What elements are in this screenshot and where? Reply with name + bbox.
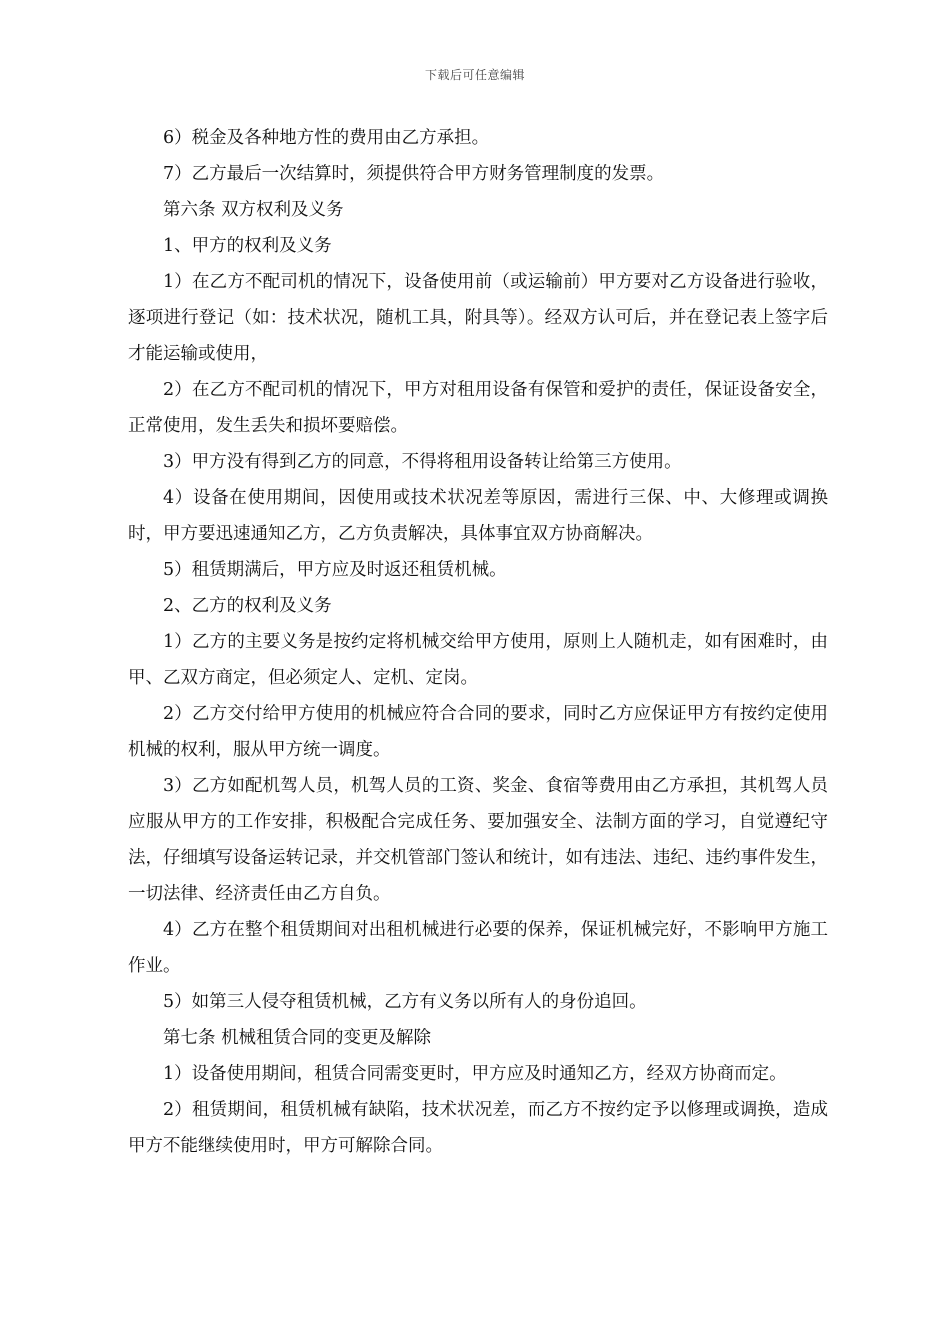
paragraph: 4）乙方在整个租赁期间对出租机械进行必要的保养，保证机械完好，不影响甲方施工作业。	[128, 920, 828, 976]
paragraph: 5）租赁期满后，甲方应及时返还租赁机械。	[163, 560, 507, 580]
subsection-heading: 2、乙方的权利及义务	[163, 596, 332, 616]
paragraph: 5）如第三人侵夺租赁机械，乙方有义务以所有人的身份追回。	[163, 992, 647, 1012]
page-header-note: 下载后可任意编辑	[424, 68, 525, 82]
paragraph: 3）乙方如配机驾人员，机驾人员的工资、奖金、食宿等费用由乙方承担，其机驾人员应服从甲方的工作安排，积极配合完成任务、要加强安全、法制方面的学习，自觉遵纪守法，仔细填写设备运转记录，并交机管部门签认和统计，如有违法、违纪、违约事件发生，一切法律、经济责任由乙方自负。	[128, 776, 828, 904]
paragraph: 2）在乙方不配司机的情况下，甲方对租用设备有保管和爱护的责任，保证设备安全，正常使用，发生丢失和损坏要赔偿。	[128, 380, 828, 436]
paragraph: 7）乙方最后一次结算时，须提供符合甲方财务管理制度的发票。	[163, 164, 665, 184]
paragraph: 2）租赁期间，租赁机械有缺陷，技术状况差，而乙方不按约定予以修理或调换，造成甲方不能继续使用时，甲方可解除合同。	[128, 1100, 828, 1156]
paragraph: 1）乙方的主要义务是按约定将机械交给甲方使用，原则上人随机走，如有困难时，由甲、乙双方商定，但必须定人、定机、定岗。	[128, 632, 828, 688]
document-body	[128, 120, 828, 1164]
paragraph: 6）税金及各种地方性的费用由乙方承担。	[163, 128, 490, 148]
paragraph: 1）在乙方不配司机的情况下，设备使用前（或运输前）甲方要对乙方设备进行验收，逐项进行登记（如：技术状况，随机工具，附具等）。经双方认可后，并在登记表上签字后才能运输或使用，	[128, 272, 828, 364]
subsection-heading: 1、甲方的权利及义务	[163, 236, 332, 256]
section-heading: 第七条 机械租赁合同的变更及解除	[163, 1028, 432, 1048]
paragraph: 1）设备使用期间，租赁合同需变更时，甲方应及时通知乙方，经双方协商而定。	[163, 1064, 787, 1084]
paragraph: 2）乙方交付给甲方使用的机械应符合合同的要求，同时乙方应保证甲方有按约定使用机械的权利，服从甲方统一调度。	[128, 704, 828, 760]
paragraph: 3）甲方没有得到乙方的同意，不得将租用设备转让给第三方使用。	[163, 452, 682, 472]
paragraph: 4）设备在使用期间，因使用或技术状况差等原因，需进行三保、中、大修理或调换时，甲方要迅速通知乙方，乙方负责解决，具体事宜双方协商解决。	[128, 488, 828, 544]
section-heading: 第六条 双方权利及义务	[163, 200, 344, 220]
